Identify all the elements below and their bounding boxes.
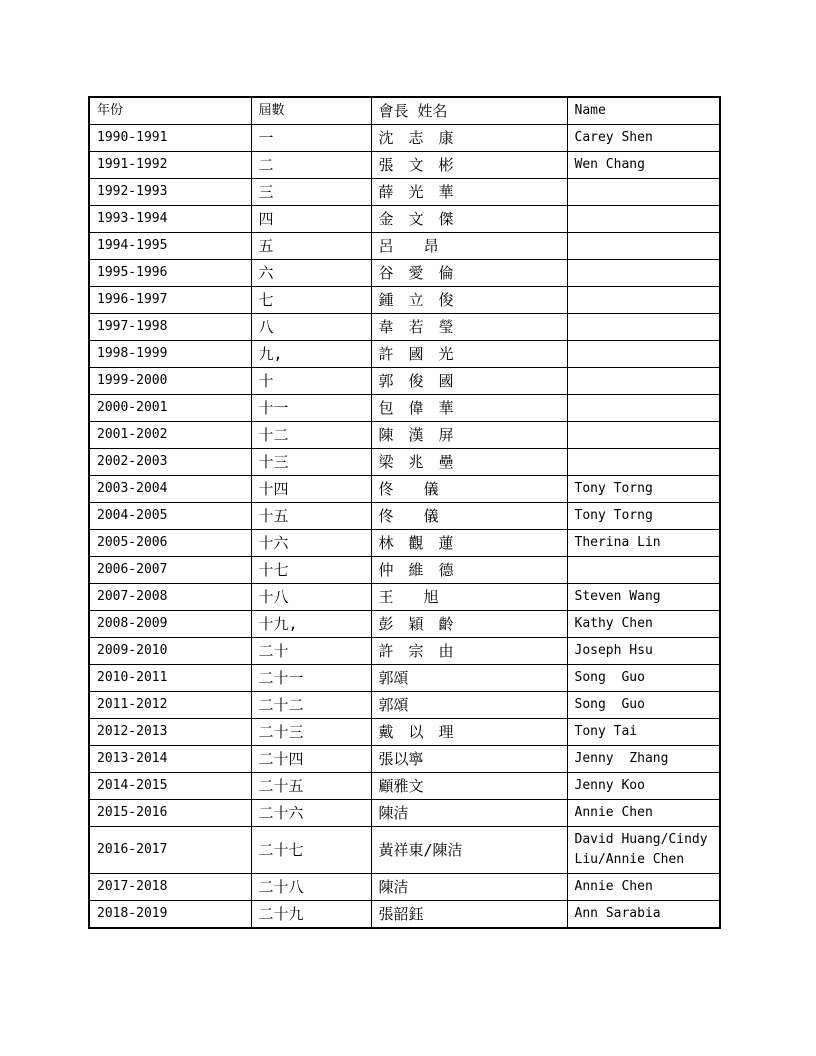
cell-year: 1991-1992 [89, 152, 251, 179]
header-row [89, 97, 720, 125]
table-row [89, 746, 720, 773]
cell-name-cn: 薛 光 華 [371, 179, 567, 206]
cell-year: 2000-2001 [89, 395, 251, 422]
cell-term: 十 [251, 368, 371, 395]
cell-name-en: Jenny Zhang [567, 746, 720, 773]
table-row [89, 800, 720, 827]
cell-year: 2014-2015 [89, 773, 251, 800]
cell-year: 1992-1993 [89, 179, 251, 206]
cell-name-cn: 陳 漢 屏 [371, 422, 567, 449]
cell-name-en: Joseph Hsu [567, 638, 720, 665]
table-row [89, 395, 720, 422]
header-cell-english-name: Name [567, 97, 720, 125]
cell-name-cn: 張以寧 [371, 746, 567, 773]
cell-year: 1990-1991 [89, 125, 251, 152]
cell-name-cn: 陳洁 [371, 800, 567, 827]
cell-name-cn: 金 文 傑 [371, 206, 567, 233]
cell-name-en [567, 179, 720, 206]
table-row [89, 503, 720, 530]
cell-name-cn: 王 旭 [371, 584, 567, 611]
cell-name-en: Carey Shen [567, 125, 720, 152]
table-row [89, 773, 720, 800]
cell-year: 1995-1996 [89, 260, 251, 287]
cell-name-en [567, 206, 720, 233]
cell-name-cn: 顧雅文 [371, 773, 567, 800]
cell-name-en [567, 260, 720, 287]
cell-name-en [567, 233, 720, 260]
cell-term: 六 [251, 260, 371, 287]
table-row [89, 179, 720, 206]
table-row [89, 422, 720, 449]
cell-term: 二十九 [251, 901, 371, 929]
cell-term: 二十 [251, 638, 371, 665]
table-row [89, 719, 720, 746]
table-row [89, 665, 720, 692]
cell-name-en [567, 287, 720, 314]
cell-term: 二 [251, 152, 371, 179]
cell-name-en [567, 368, 720, 395]
cell-name-en [567, 449, 720, 476]
cell-term: 十五 [251, 503, 371, 530]
cell-name-cn: 彭 穎 齡 [371, 611, 567, 638]
table-row [89, 692, 720, 719]
cell-year: 2001-2002 [89, 422, 251, 449]
table-row [89, 638, 720, 665]
cell-name-en: Tony Torng [567, 476, 720, 503]
cell-name-en [567, 422, 720, 449]
cell-year: 1999-2000 [89, 368, 251, 395]
cell-term: 二十七 [251, 827, 371, 874]
cell-name-en: Ann Sarabia [567, 901, 720, 929]
cell-term: 八 [251, 314, 371, 341]
cell-term: 二十五 [251, 773, 371, 800]
table-row [89, 476, 720, 503]
table-row [89, 368, 720, 395]
cell-name-cn: 張韶鈺 [371, 901, 567, 929]
cell-year: 2008-2009 [89, 611, 251, 638]
cell-name-cn: 沈 志 康 [371, 125, 567, 152]
cell-name-cn: 許 國 光 [371, 341, 567, 368]
table-row [89, 341, 720, 368]
cell-term: 二十四 [251, 746, 371, 773]
cell-name-en: Tony Torng [567, 503, 720, 530]
table-row [89, 901, 720, 929]
table-row [89, 125, 720, 152]
table-row [89, 449, 720, 476]
cell-name-cn: 陳洁 [371, 874, 567, 901]
cell-name-en: Steven Wang [567, 584, 720, 611]
cell-name-cn: 韋 若 瑩 [371, 314, 567, 341]
cell-term: 五 [251, 233, 371, 260]
table-row [89, 611, 720, 638]
header-cell-term: 屆數 [251, 97, 371, 125]
cell-year: 2015-2016 [89, 800, 251, 827]
cell-year: 2018-2019 [89, 901, 251, 929]
table-row [89, 260, 720, 287]
cell-year: 2009-2010 [89, 638, 251, 665]
cell-year: 2012-2013 [89, 719, 251, 746]
cell-year: 2004-2005 [89, 503, 251, 530]
cell-term: 二十六 [251, 800, 371, 827]
cell-name-en: Wen Chang [567, 152, 720, 179]
cell-name-cn: 許 宗 由 [371, 638, 567, 665]
table-row [89, 287, 720, 314]
cell-year: 2007-2008 [89, 584, 251, 611]
header-cell-year: 年份 [89, 97, 251, 125]
cell-term: 三 [251, 179, 371, 206]
cell-name-en [567, 341, 720, 368]
table-row [89, 827, 720, 874]
cell-name-en [567, 395, 720, 422]
cell-term: 十二 [251, 422, 371, 449]
cell-name-en: Annie Chen [567, 800, 720, 827]
cell-year: 1997-1998 [89, 314, 251, 341]
cell-term: 一 [251, 125, 371, 152]
cell-name-cn: 林 觀 蓮 [371, 530, 567, 557]
cell-year: 2011-2012 [89, 692, 251, 719]
cell-year: 2002-2003 [89, 449, 251, 476]
cell-year: 1996-1997 [89, 287, 251, 314]
cell-year: 2013-2014 [89, 746, 251, 773]
cell-name-cn: 郭頌 [371, 692, 567, 719]
header-cell-president-name: 會長 姓名 [371, 97, 567, 125]
cell-year: 2017-2018 [89, 874, 251, 901]
cell-name-en: Song Guo [567, 665, 720, 692]
cell-name-cn: 佟 儀 [371, 503, 567, 530]
cell-name-cn: 呂 昂 [371, 233, 567, 260]
table-row [89, 874, 720, 901]
cell-term: 二十三 [251, 719, 371, 746]
cell-name-en: Therina Lin [567, 530, 720, 557]
cell-term: 十四 [251, 476, 371, 503]
cell-term: 二十二 [251, 692, 371, 719]
cell-name-cn: 郭 俊 國 [371, 368, 567, 395]
table-row [89, 314, 720, 341]
cell-name-cn: 梁 兆 壘 [371, 449, 567, 476]
cell-term: 二十一 [251, 665, 371, 692]
table-row [89, 206, 720, 233]
cell-name-en: Tony Tai [567, 719, 720, 746]
table-row [89, 530, 720, 557]
cell-term: 四 [251, 206, 371, 233]
cell-name-cn: 谷 愛 倫 [371, 260, 567, 287]
cell-year: 2016-2017 [89, 827, 251, 874]
cell-year: 1993-1994 [89, 206, 251, 233]
cell-name-en: Annie Chen [567, 874, 720, 901]
cell-name-en: Jenny Koo [567, 773, 720, 800]
table-row [89, 233, 720, 260]
cell-year: 2006-2007 [89, 557, 251, 584]
cell-name-cn: 佟 儀 [371, 476, 567, 503]
table-row [89, 584, 720, 611]
cell-term: 二十八 [251, 874, 371, 901]
cell-year: 2005-2006 [89, 530, 251, 557]
cell-name-en: Song Guo [567, 692, 720, 719]
cell-name-en [567, 557, 720, 584]
cell-name-en: Kathy Chen [567, 611, 720, 638]
cell-name-cn: 仲 維 德 [371, 557, 567, 584]
cell-year: 1994-1995 [89, 233, 251, 260]
cell-year: 2010-2011 [89, 665, 251, 692]
cell-term: 十八 [251, 584, 371, 611]
cell-name-cn: 戴 以 理 [371, 719, 567, 746]
cell-term: 十九, [251, 611, 371, 638]
cell-term: 十六 [251, 530, 371, 557]
table-row [89, 152, 720, 179]
cell-name-cn: 張 文 彬 [371, 152, 567, 179]
cell-name-cn: 黃祥東/陳洁 [371, 827, 567, 874]
table-row [89, 557, 720, 584]
table-body [89, 125, 720, 929]
cell-year: 2003-2004 [89, 476, 251, 503]
cell-term: 九, [251, 341, 371, 368]
presidents-table [88, 96, 721, 929]
cell-name-en: David Huang/Cindy Liu/Annie Chen [567, 827, 720, 874]
cell-name-cn: 包 偉 華 [371, 395, 567, 422]
cell-term: 十三 [251, 449, 371, 476]
cell-name-cn: 鍾 立 俊 [371, 287, 567, 314]
cell-year: 1998-1999 [89, 341, 251, 368]
cell-term: 十一 [251, 395, 371, 422]
cell-name-cn: 郭頌 [371, 665, 567, 692]
cell-term: 十七 [251, 557, 371, 584]
cell-term: 七 [251, 287, 371, 314]
cell-name-en [567, 314, 720, 341]
